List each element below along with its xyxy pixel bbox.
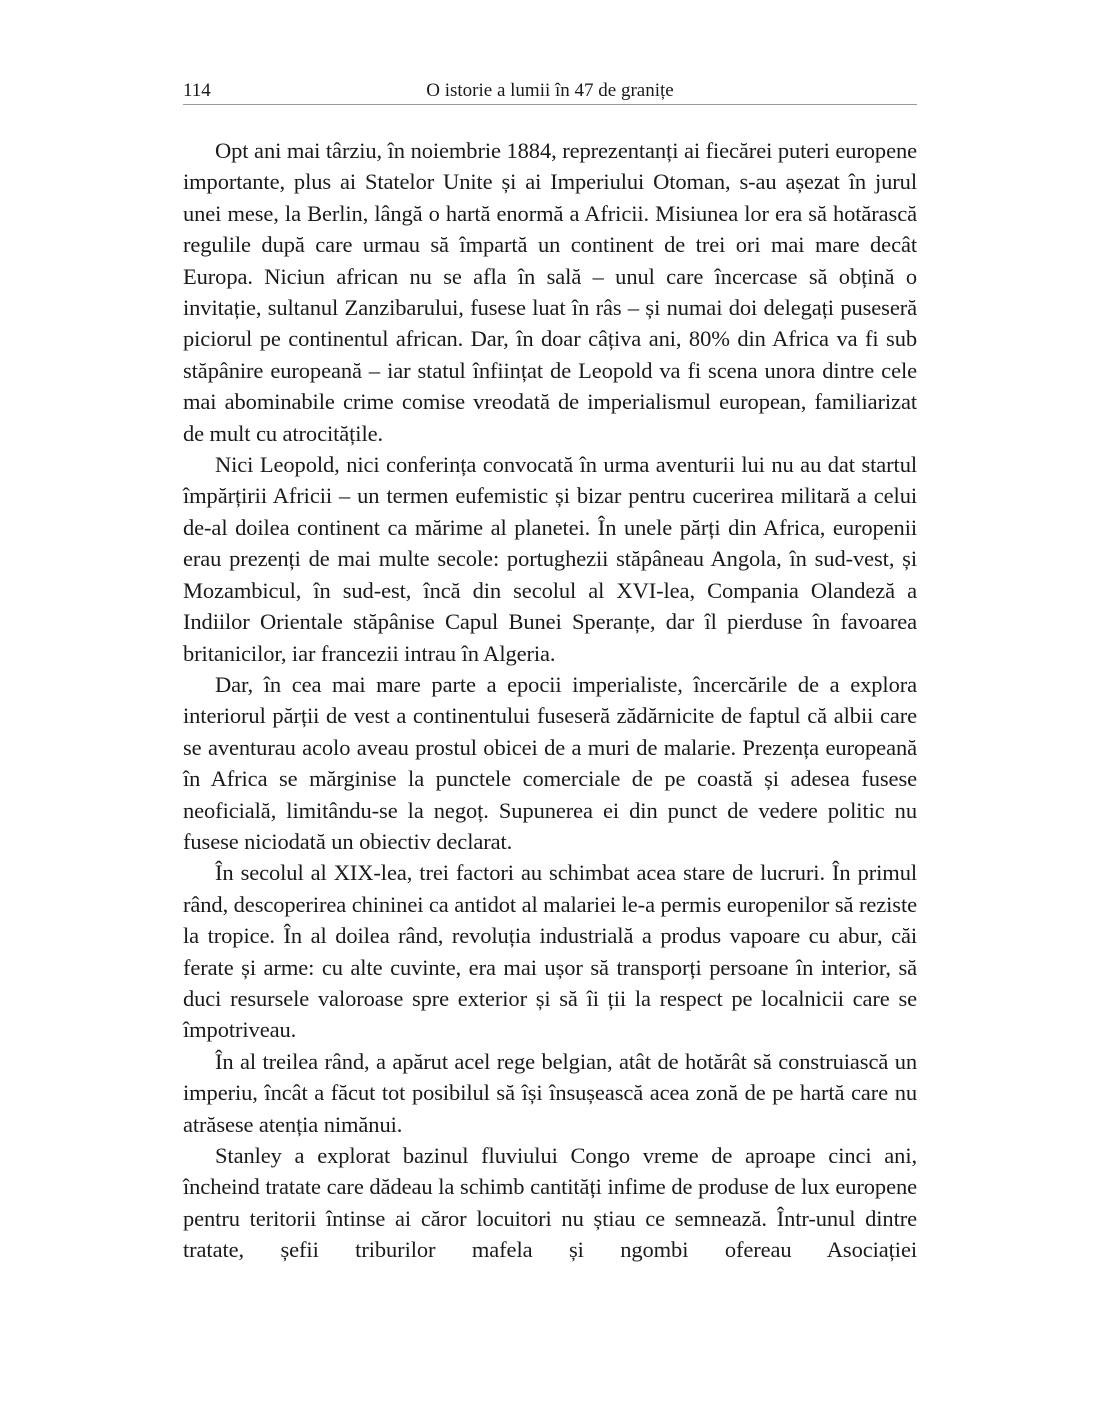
- paragraph: În secolul al XIX-lea, trei factori au schimbat acea stare de lucruri. În primul rând, descoperirea chininei ca antidot al malariei le-a permis europenilor să reziste la tropice. În al doilea rând, revoluția industrială a produs vapoare cu abur, căi ferate și arme: cu alte cuvinte, era mai ușor să transporți persoane în interior, să duci resursele valoroase spre exterior și să îi ții la respect pe localnicii care se împotriveau.: [183, 860, 917, 1043]
- paragraph: Dar, în cea mai mare parte a epocii imperialiste, încercările de a explora interiorul părții de vest a continentului fuseseră zădărnicite de faptul că albii care se aventurau acolo aveau prostul obicei de a muri de malarie. Prezența europeană în Africa se mărginise la punctele comerciale de pe coastă și adesea fusese neoficială, limitându-se la negoț. Supunerea ei din punct de vedere politic nu fusese niciodată un obiectiv declarat.: [183, 671, 917, 854]
- body-text: [183, 135, 917, 1266]
- paragraph: Stanley a explorat bazinul fluviului Congo vreme de aproape cinci ani, încheind tratate care dădeau la schimb cantități infime de produse de lux europene pentru teritorii întinse ai căror locuitori nu știau ce semnează. Într-unul dintre tratate, șefii triburilor mafela și ngombi ofereau Asociației: [183, 1143, 917, 1263]
- paragraph: Opt ani mai târziu, în noiembrie 1884, reprezentanți ai fiecărei puteri europene importante, plus ai Statelor Unite și ai Imperiului Otoman, s-au așezat în jurul unei mese, la Berlin, lângă o hartă enormă a Africii. Misiunea lor era să hotărască regulile după care urmau să împartă un continent de trei ori mai mare decât Europa. Niciun african nu se afla în sală – unul care încercase să obțină o invitație, sultanul Zanzibarului, fusese luat în râs – și numai doi delegați puseseră piciorul pe continentul african. Dar, în doar câțiva ani, 80% din Africa va fi sub stăpânire europeană – iar statul înființat de Leopold va fi scena unora dintre cele mai abominabile crime comise vreodată de imperialismul european, familiarizat de mult cu atrocitățile.: [183, 138, 917, 446]
- paragraph: În al treilea rând, a apărut acel rege belgian, atât de hotărât să construiască un imperiu, încât a făcut tot posibilul să își însușească acea zonă de pe hartă care nu atrăsese atenția nimănui.: [183, 1048, 917, 1137]
- paragraph: Nici Leopold, nici conferința convocată în urma aventurii lui nu au dat startul împărțirii Africii – un termen eufemistic și bizar pentru cucerirea militară a celui de-al doilea continent ca mărime al planetei. În unele părți din Africa, europenii erau prezenți de mai multe secole: portughezii stăpâneau Angola, în sud-vest, și Mozambicul, în sud-est, încă din secolul al XVI-lea, Compania Olandeză a Indiilor Orientale stăpânise Capul Bunei Speranțe, dar îl pierduse în favoarea britanicilor, iar francezii intrau în Algeria.: [183, 452, 917, 666]
- book-title: O istorie a lumii în 47 de granițe: [426, 80, 674, 101]
- book-page: [183, 78, 917, 1266]
- running-header: [183, 78, 917, 105]
- page-number: 114: [183, 80, 211, 101]
